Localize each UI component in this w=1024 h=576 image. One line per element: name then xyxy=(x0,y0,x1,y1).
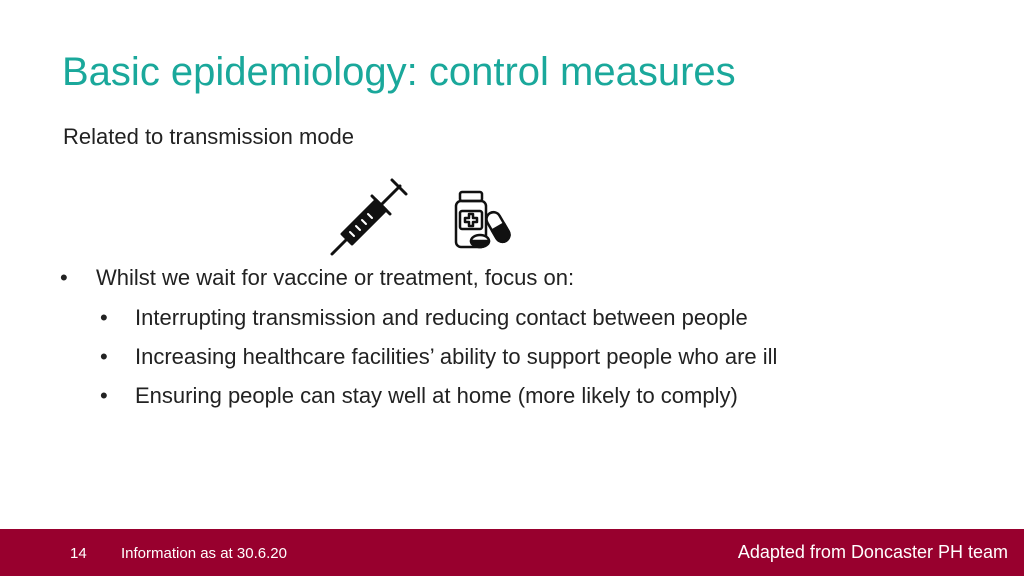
list-item xyxy=(60,264,960,296)
bullet-list xyxy=(60,264,960,421)
sub-bullet-list xyxy=(60,304,960,421)
bullet-text: Whilst we wait for vaccine or treatment, focus on: xyxy=(96,265,575,290)
footer-credit: Adapted from Doncaster PH team xyxy=(737,542,1008,562)
list-item xyxy=(60,343,960,382)
sub-bullet-text: Ensuring people can stay well at home (more likely to comply) xyxy=(135,383,738,408)
footer-info: Information as at 30.6.20 xyxy=(121,545,287,562)
bullet-marker: • xyxy=(100,305,108,330)
page-title: Basic epidemiology: control measures xyxy=(62,50,736,94)
bullet-marker: • xyxy=(100,344,108,369)
bullet-marker: • xyxy=(60,265,68,290)
bullet-marker: • xyxy=(100,383,108,408)
footer-bar xyxy=(0,529,1024,576)
medicine-bottle-pills-icon xyxy=(450,189,514,251)
list-item xyxy=(60,382,960,421)
syringe-icon xyxy=(328,176,410,258)
list-item xyxy=(60,304,960,343)
page-number: 14 xyxy=(70,545,87,562)
sub-bullet-text: Increasing healthcare facilities’ ability to support people who are ill xyxy=(135,344,778,369)
page-subtitle: Related to transmission mode xyxy=(63,124,355,149)
sub-bullet-text: Interrupting transmission and reducing contact between people xyxy=(135,305,748,330)
